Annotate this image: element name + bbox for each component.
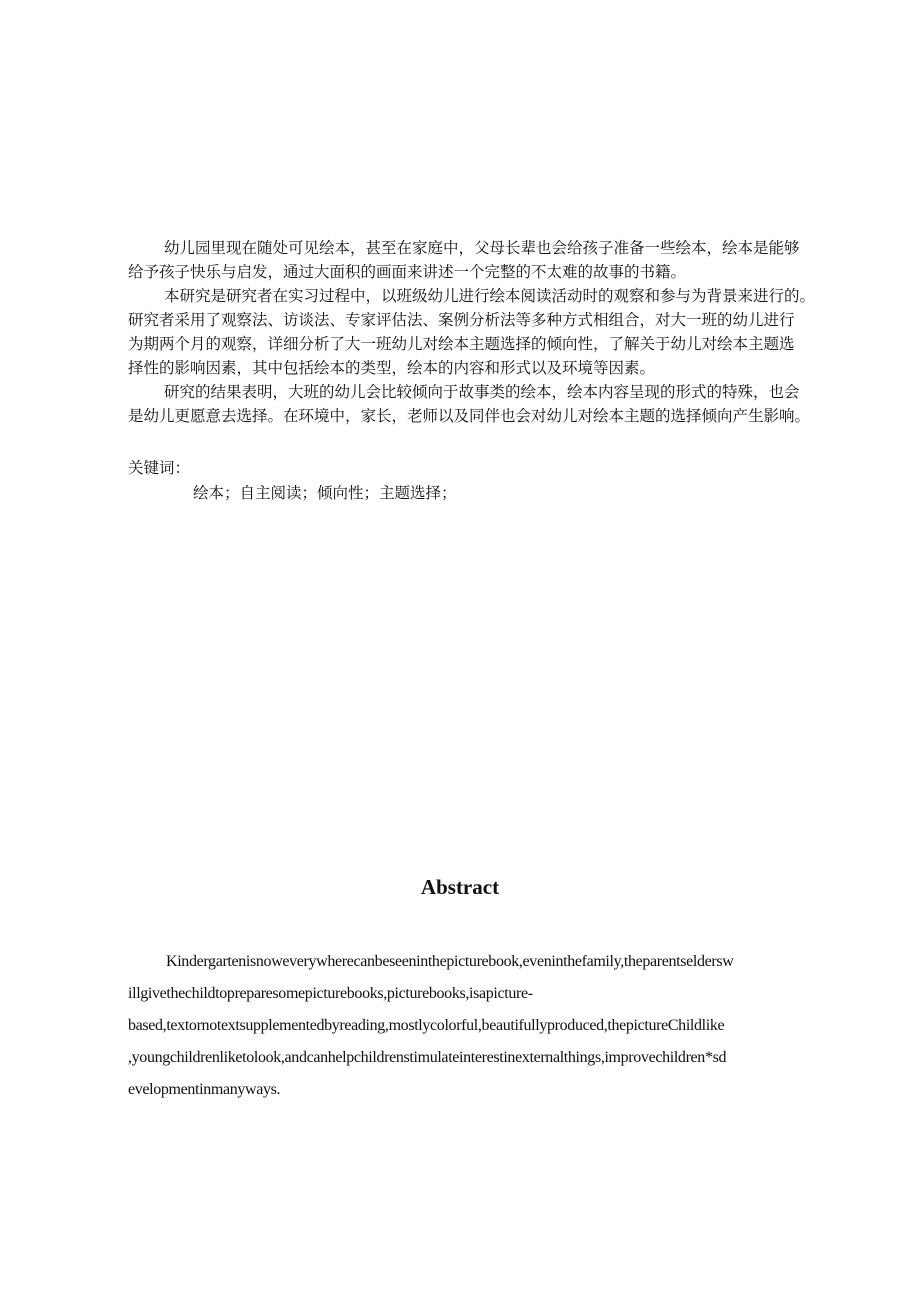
- abstract-paragraph-1: [128, 236, 878, 284]
- paragraph-line: 为期两个月的观察，详细分析了大一班幼儿对绘本主题选择的倾向性，了解关于幼儿对绘本主题选: [128, 335, 795, 353]
- paragraph-line: Kindergartenisnoweverywherecanbeseeninthepicturebook,eveninthefamily,theparentseldersw: [166, 953, 734, 970]
- paragraph-line: ,youngchildrenliketolook,andcanhelpchildrenstimulateinterestinexternalthings,improvechildren*sd: [128, 1049, 727, 1066]
- paragraph-line: illgivethechildtopreparesomepicturebooks,picturebooks,isapicture-: [128, 985, 533, 1002]
- paragraph-line: 研究的结果表明，大班的幼儿会比较倾向于故事类的绘本，绘本内容呈现的形式的特殊，也会: [164, 383, 800, 401]
- paragraph-line: based,textornotextsupplementedbyreading,mostlycolorful,beautifullyproduced,thepictureChildlike: [128, 1017, 725, 1034]
- chinese-abstract: [128, 236, 878, 428]
- paragraph-line: 给予孩子快乐与启发，通过大面积的画面来讲述一个完整的不太难的故事的书籍。: [128, 263, 687, 281]
- keywords-label: 关键词：: [128, 459, 191, 477]
- paragraph-line: 研究者采用了观察法、访谈法、专家评估法、案例分析法等多种方式相组合，对大一班的幼儿进行: [128, 311, 795, 329]
- keywords-values: 绘本；自主阅读；倾向性；主题选择；: [193, 484, 457, 502]
- abstract-title: Abstract: [420, 875, 500, 899]
- paragraph-line: 本研究是研究者在实习过程中，以班级幼儿进行绘本阅读活动时的观察和参与为背景来进行的。: [164, 287, 816, 305]
- paragraph-line: 是幼儿更愿意去选择。在环境中，家长，老师以及同伴也会对幼儿对绘本主题的选择倾向产生影响。: [128, 407, 811, 425]
- paragraph-line: 幼儿园里现在随处可见绘本，甚至在家庭中，父母长辈也会给孩子准备一些绘本，绘本是能够: [164, 239, 800, 257]
- abstract-paragraph-2: [128, 284, 878, 380]
- paragraph-line: 择性的影响因素，其中包括绘本的类型，绘本的内容和形式以及环境等因素。: [128, 359, 656, 377]
- english-abstract: [128, 946, 868, 1106]
- abstract-paragraph-3: [128, 380, 878, 428]
- paragraph-line: evelopmentinmanyways.: [128, 1081, 281, 1098]
